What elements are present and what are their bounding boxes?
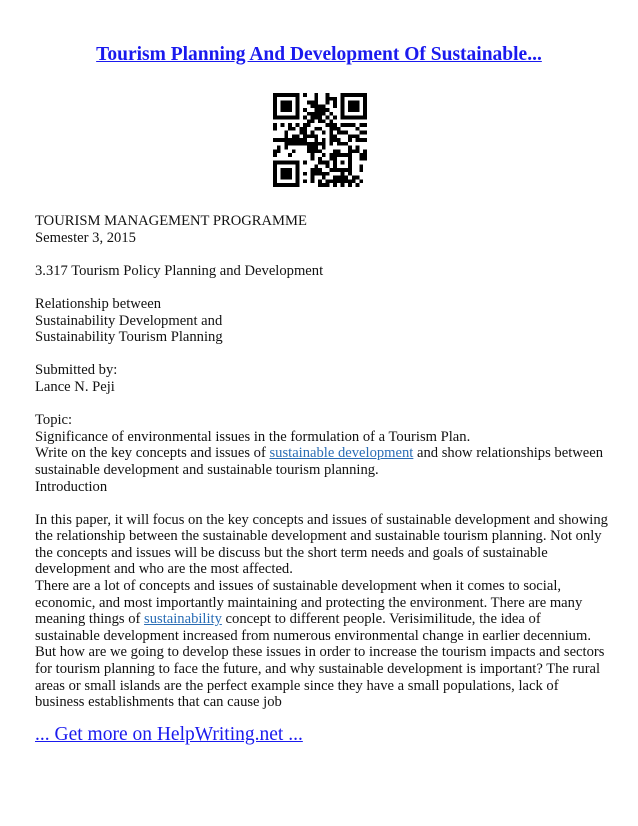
document-title <box>0 44 638 66</box>
submitted-block <box>35 362 609 395</box>
write-text-after: and show relationships between sustainable development and sustainable tourism planning. <box>35 445 604 478</box>
relationship-block <box>35 296 609 346</box>
sustainable-development-link[interactable]: sustainable development <box>269 445 414 462</box>
paragraph-1: In this paper, it will focus on the key concepts and issues of sustainable development and showing the relationship between the sustainable development and sustainable tourism planning. Not only the concepts and issues will be discuss but the short term needs and goals of sustainable development and who are the most affected. <box>35 511 608 578</box>
topic-label: Topic: <box>35 412 73 429</box>
paragraph-2-after: concept to different people. Verisimilitude, the idea of sustainable development increased from numerous environmental change in earlier decennium. But how are we going to develop these issues in order to increase the tourism impacts and sectors for tourism planning to face the future, and why sustainable development is important? The rural areas or small islands are the perfect example since they have a small populations, lack of business establishments that can cause job <box>35 611 605 711</box>
paragraph-2 <box>35 578 609 711</box>
write-text-before: Write on the key concepts and issues of <box>35 445 270 462</box>
author-name: Lance N. Peji <box>35 378 115 395</box>
sustainability-link[interactable]: sustainability <box>144 611 222 628</box>
course-title: 3.317 Tourism Policy Planning and Development <box>35 262 324 279</box>
relationship-line-3: Sustainability Tourism Planning <box>35 329 223 346</box>
paragraph-2-before: There are a lot of concepts and issues of sustainable development when it comes to social, economic, and most importantly maintaining and protecting the environment. There are many meaning things of <box>35 578 583 628</box>
semester: Semester 3, 2015 <box>35 229 136 246</box>
title-link[interactable]: Tourism Planning And Development Of Sustainable... <box>96 44 542 65</box>
program-name: TOURISM MANAGEMENT PROGRAMME <box>35 213 307 229</box>
get-more-link[interactable]: ... Get more on HelpWriting.net ... <box>35 724 303 745</box>
topic-block <box>35 412 609 495</box>
qr-code-icon <box>273 93 367 187</box>
header-block <box>35 213 609 246</box>
introduction-heading: Introduction <box>35 478 108 495</box>
topic-line: Significance of environmental issues in the formulation of a Tourism Plan. <box>35 428 471 445</box>
more-link-container <box>35 724 303 746</box>
submitted-label: Submitted by: <box>35 362 118 379</box>
relationship-line-2: Sustainability Development and <box>35 312 223 329</box>
relationship-line-1: Relationship between <box>35 295 162 312</box>
document-body <box>35 213 609 711</box>
